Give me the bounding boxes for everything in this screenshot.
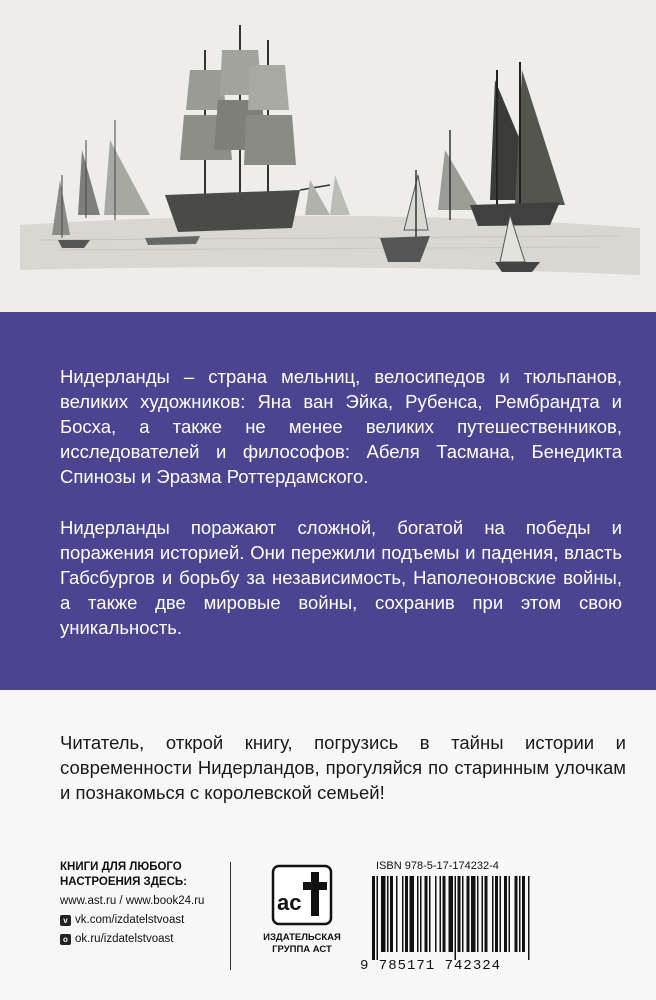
promo-ok[interactable]: ok.ru/izdatelstvoast	[75, 933, 174, 945]
barcode-bar	[449, 876, 454, 952]
barcode-bar	[443, 876, 446, 952]
barcode-bar	[528, 876, 530, 960]
barcode-bar	[417, 876, 419, 952]
barcode-bar	[381, 876, 386, 952]
barcode-bar	[402, 876, 404, 952]
ships-illustration	[0, 0, 656, 312]
description-paragraph-2: Нидерланды поражают сложной, богатой на победы и поражения историей. Они пережили подъемы и падения, власть Габсбургов и борьбу за независимость, Наполеоновские войны, а также две мировые войны, сохранив при этом свою уникальность.	[60, 517, 622, 638]
barcode-block	[356, 860, 596, 974]
barcode-bar	[504, 876, 507, 952]
barcode-bar	[410, 876, 415, 952]
barcode-bar	[471, 876, 476, 952]
barcode-bar	[467, 876, 470, 952]
barcode-bar	[440, 876, 442, 952]
ast-logo-icon	[271, 864, 333, 926]
barcode-bar	[500, 876, 502, 952]
barcode-bar	[485, 876, 488, 952]
barcode-bar	[482, 876, 484, 952]
barcode-bar	[405, 876, 408, 952]
promo-heading-line1: КНИГИ ДЛЯ ЛЮБОГО	[60, 861, 182, 873]
barcode-bar	[396, 876, 398, 952]
ok-icon: o	[60, 934, 71, 945]
barcode-bar	[435, 876, 437, 952]
barcode-bars	[356, 876, 586, 960]
barcode-bar	[519, 876, 521, 952]
barcode-bar	[522, 876, 525, 952]
barcode-bar	[495, 876, 498, 952]
description-panel	[0, 312, 656, 690]
barcode-bar	[515, 876, 518, 952]
description-paragraph-1: Нидерланды – страна мельниц, велосипедов и тюльпанов, великих художников: Яна ван Эйка, Рубенса, Рембрандта и Босха, а также не менее великих путешественников, исследователей и философов: Абеля Тасмана, Бенедикта Спинозы и Эразма Роттердамского.	[60, 366, 622, 487]
barcode-bar	[462, 876, 464, 952]
barcode-bar	[387, 876, 389, 952]
promo-sites[interactable]: www.ast.ru / www.book24.ru	[60, 895, 205, 907]
barcode-digits: 9 785171 742324	[360, 958, 502, 974]
barcode-bar	[377, 876, 379, 960]
tagline: Читатель, открой книгу, погрузись в тайны истории и современности Нидерландов, прогуляйся по старинным улочкам и познакомься с королевской семьей!	[60, 732, 626, 803]
logo-caption-line2: ГРУППА АСТ	[272, 944, 332, 955]
vk-icon: v	[60, 915, 71, 926]
promo-heading-line2: НАСТРОЕНИЯ ЗДЕСЬ:	[60, 876, 187, 888]
barcode-bar	[492, 876, 494, 952]
barcode-bar	[458, 876, 461, 952]
footer	[60, 860, 640, 980]
barcode-bar	[477, 876, 479, 952]
barcode-bar	[372, 876, 375, 960]
logo-caption-line1: ИЗДАТЕЛЬСКАЯ	[263, 932, 341, 943]
barcode-bar	[390, 876, 393, 952]
promo-vk[interactable]: vk.com/izdatelstvoast	[75, 914, 185, 926]
isbn-text: ISBN 978-5-17-174232-4	[376, 860, 499, 872]
barcode-bar	[509, 876, 511, 952]
barcode-bar	[425, 876, 428, 952]
barcode-bar	[429, 876, 431, 952]
barcode-bar	[420, 876, 422, 952]
publisher-logo	[252, 864, 352, 956]
barcode-bar	[455, 876, 457, 960]
logo-mark: ас	[277, 890, 302, 915]
divider	[230, 862, 231, 970]
